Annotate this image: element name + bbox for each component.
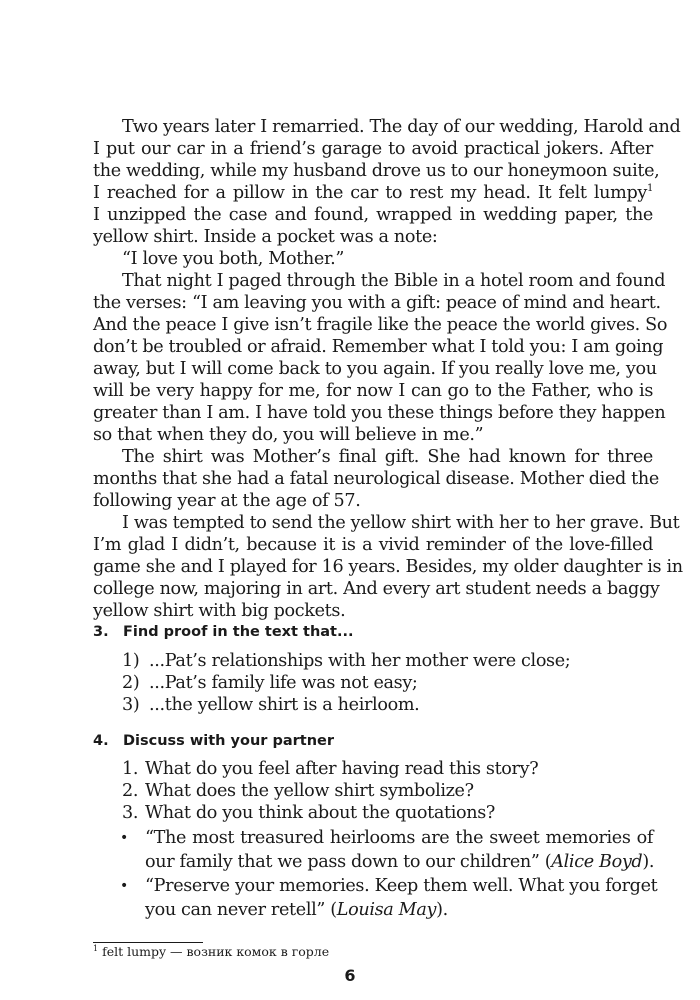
story-line: The shirt was Mother’s final gift. She had known for three bbox=[122, 447, 653, 467]
quote-line: “Preserve your memories. Keep them well. What you forget bbox=[145, 876, 658, 896]
quote-line: you can never retell” (Louisa May). bbox=[145, 900, 448, 920]
list-marker: 3) bbox=[122, 695, 140, 715]
story-line: so that when they do, you will believe in me.” bbox=[93, 425, 484, 445]
task-number: 4. bbox=[93, 733, 109, 749]
footnote-marker: 1 bbox=[646, 183, 653, 195]
story-line: game she and I played for 16 years. Besides, my older daughter is in bbox=[93, 557, 683, 577]
list-marker: 2. bbox=[122, 781, 139, 801]
quote-author: Alice Boyd bbox=[551, 852, 643, 872]
task-number: 3. bbox=[93, 624, 109, 640]
story-line: I was tempted to send the yellow shirt with her to her grave. But bbox=[122, 513, 680, 533]
task-title: Find proof in the text that... bbox=[123, 624, 354, 640]
story-line: yellow shirt with big pockets. bbox=[93, 601, 346, 621]
story-line: will be very happy for me, for now I can go to the Father, who is bbox=[93, 381, 653, 401]
story-line: I reached for a pillow in the car to rest my head. It felt lumpy$^1$ bbox=[93, 183, 653, 203]
list-marker: 1) bbox=[122, 651, 140, 671]
story-line: I unzipped the case and found, wrapped in wedding paper, the bbox=[93, 205, 653, 225]
story-line: And the peace I give isn’t fragile like the peace the world gives. So bbox=[93, 315, 668, 335]
quote-line: “The most treasured heirlooms are the sweet memories of bbox=[145, 828, 653, 848]
footnote: $^1$ felt lumpy — возник комок в горле bbox=[93, 943, 330, 959]
footnote-number: 1 bbox=[93, 943, 99, 953]
page-number: 6 bbox=[344, 966, 356, 985]
list-marker: 1. bbox=[122, 759, 139, 779]
task-4-heading bbox=[93, 733, 334, 749]
story-line: following year at the age of 57. bbox=[93, 491, 361, 511]
story-line: Two years later I remarried. The day of our wedding, Harold and bbox=[122, 117, 681, 137]
list-item: What do you feel after having read this story? bbox=[145, 759, 539, 779]
list-item: ...the yellow shirt is a heirloom. bbox=[149, 695, 420, 715]
list-marker: 3. bbox=[122, 803, 139, 823]
list-item: ...Pat’s family life was not easy; bbox=[149, 673, 418, 693]
story-line: the wedding, while my husband drove us to our honeymoon suite, bbox=[93, 161, 660, 181]
list-marker: 2) bbox=[122, 673, 140, 693]
quote-line: our family that we pass down to our children” (Alice Boyd). bbox=[145, 852, 655, 872]
footnote-rule bbox=[93, 942, 203, 943]
story-line: the verses: “I am leaving you with a gift: peace of mind and heart. bbox=[93, 293, 661, 313]
story-line: don’t be troubled or afraid. Remember what I told you: I am going bbox=[93, 337, 664, 357]
story-line: away, but I will come back to you again. If you really love me, you bbox=[93, 359, 657, 379]
bullet-icon: • bbox=[120, 878, 129, 894]
bullet-icon: • bbox=[120, 830, 129, 846]
story-line: I put our car in a friend’s garage to avoid practical jokers. After bbox=[93, 139, 653, 159]
quote-author: Louisa May bbox=[336, 900, 437, 920]
story-line: I’m glad I didn’t, because it is a vivid reminder of the love-filled bbox=[93, 535, 653, 555]
story-line: greater than I am. I have told you these things before they happen bbox=[93, 403, 666, 423]
story-line: college now, majoring in art. And every art student needs a baggy bbox=[93, 579, 660, 599]
story-line: months that she had a fatal neurological disease. Mother died the bbox=[93, 469, 659, 489]
story-line: That night I paged through the Bible in a hotel room and found bbox=[122, 271, 666, 291]
story-line: yellow shirt. Inside a pocket was a note: bbox=[93, 227, 438, 247]
task-3-heading bbox=[93, 624, 354, 640]
task-title: Discuss with your partner bbox=[123, 733, 335, 749]
story-line: “I love you both, Mother.” bbox=[122, 249, 344, 269]
list-item: ...Pat’s relationships with her mother were close; bbox=[149, 651, 571, 671]
list-item: What do you think about the quotations? bbox=[145, 803, 496, 823]
list-item: What does the yellow shirt symbolize? bbox=[145, 781, 474, 801]
